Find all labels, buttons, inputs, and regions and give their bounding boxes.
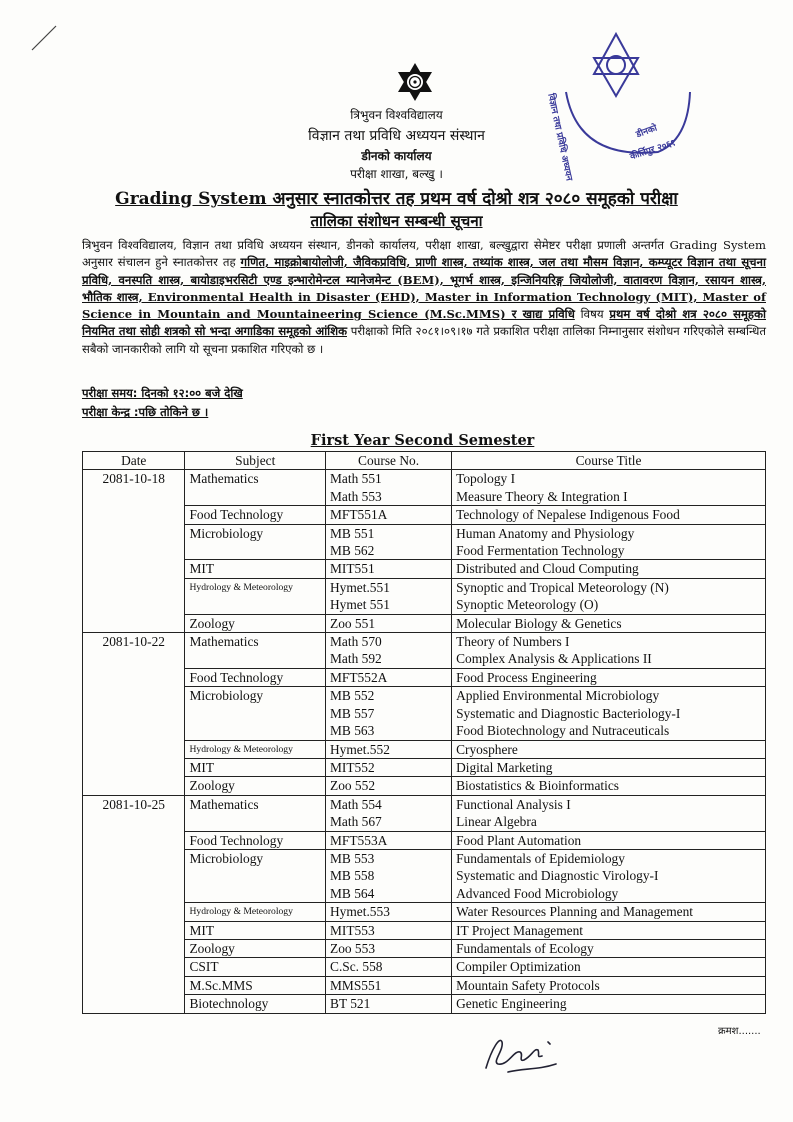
header-course-title: Course Title [452, 452, 766, 470]
table-row [83, 903, 766, 921]
course-no: MB 553 [330, 850, 375, 866]
course-title-cell [452, 470, 766, 506]
header-subject: Subject [185, 452, 326, 470]
course-no: MFT551A [330, 507, 388, 523]
course-no-cell [326, 633, 452, 669]
subject-name: Hydrology & Meteorology [185, 578, 326, 614]
course-no: MIT553 [330, 922, 375, 938]
subject-name: MIT [185, 758, 326, 776]
course-title: Compiler Optimization [456, 959, 581, 975]
office-name: डीनको कार्यालय [361, 149, 432, 163]
course-title-cell [452, 939, 766, 957]
course-no-cell [326, 976, 452, 994]
course-title: Fundamentals of Epidemiology [456, 850, 625, 866]
course-no: MIT552 [330, 759, 375, 775]
course-title: Genetic Engineering [456, 996, 567, 1012]
signature-icon [478, 1028, 568, 1076]
course-no-cell [326, 777, 452, 795]
course-title: Applied Environmental Microbiology [456, 688, 660, 704]
course-title: Theory of Numbers I [456, 634, 570, 650]
course-title: Food Biotechnology and Nutraceuticals [456, 723, 670, 739]
course-no-cell [326, 668, 452, 686]
subject-name: MIT [185, 560, 326, 578]
course-title-cell [452, 831, 766, 849]
subject-name: Microbiology [185, 524, 326, 560]
course-no-cell [326, 578, 452, 614]
table-row [83, 560, 766, 578]
stamp-text-3: कीर्तिपुर २०६१ [628, 138, 678, 163]
course-no-cell [326, 903, 452, 921]
course-no: Math 554 [330, 796, 382, 812]
course-title-cell [452, 740, 766, 758]
course-title: Human Anatomy and Physiology [456, 525, 635, 541]
course-title-cell [452, 687, 766, 740]
table-row [83, 831, 766, 849]
subject-name: Microbiology [185, 687, 326, 740]
subject-name: Mathematics [185, 470, 326, 506]
subject-name: Food Technology [185, 668, 326, 686]
exam-time: परीक्षा समय: दिनको १२:०० बजे देखि [82, 386, 243, 400]
course-no-cell [326, 470, 452, 506]
course-no: C.Sc. 558 [330, 959, 383, 975]
course-title: Food Fermentation Technology [456, 543, 625, 559]
course-no: MIT551 [330, 561, 375, 577]
course-no: MB 562 [330, 543, 375, 559]
subject-name: Zoology [185, 614, 326, 632]
course-no: MB 551 [330, 525, 375, 541]
course-no-cell [326, 795, 452, 831]
subject-name: M.Sc.MMS [185, 976, 326, 994]
subject-name: Biotechnology [185, 995, 326, 1013]
course-no-cell [326, 740, 452, 758]
course-title-cell [452, 578, 766, 614]
course-no: Zoo 552 [330, 778, 376, 794]
course-title-cell [452, 976, 766, 994]
course-no-cell [326, 560, 452, 578]
course-title: Linear Algebra [456, 814, 537, 830]
subject-name: Hydrology & Meteorology [185, 903, 326, 921]
course-title: Distributed and Cloud Computing [456, 561, 639, 577]
table-row [83, 524, 766, 560]
course-no-cell [326, 958, 452, 976]
body-subjects: गणित, माइक्रोबायोलोजी, जैविकप्रविधि, प्राणी शास्त्र, तथ्यांक शास्त्र, जल तथा मौसम विज्ञान, कम्प्यूटर विज्ञान तथा सूचना प्रविधि, वनस्पति शास्त्र, बायोडाइभरसिटी एण्ड इन्भारोमेन्टल म्यानेजमेन्ट (BEM), भूगर्भ शास्त्र, इन्जिनियरिङ्ग जियोलोजी, वातावरण विज्ञान, रसायन शास्त्र, भौतिक शास्त्र, Environmental Health in Disaster (EHD), Master in Information Technology (MIT), Master of Science in Mountain and Mountaineering Science (M.Sc.MMS) र खाद्य प्रविधि [82, 255, 766, 322]
course-title: Biostatistics & Bioinformatics [456, 778, 620, 794]
course-no-cell [326, 921, 452, 939]
table-title: First Year Second Semester [310, 432, 535, 449]
course-title-cell [452, 795, 766, 831]
exam-date: 2081-10-25 [83, 795, 185, 1013]
course-title-cell [452, 958, 766, 976]
course-no-cell [326, 939, 452, 957]
course-title: Fundamentals of Ecology [456, 940, 594, 956]
course-title-cell [452, 758, 766, 776]
course-no-cell [326, 687, 452, 740]
course-title: Water Resources Planning and Management [456, 904, 693, 920]
body-part-1: त्रिभुवन विश्वविद्यालय, विज्ञान तथा प्रविधि अध्ययन संस्थान, डीनको कार्यालय, परीक्षा शाखा, बल्खुद्वारा सेमेष्टर परीक्षा प्रणाली अन्तर्गत Grading System अनुसार संचालन हुने स्नातकोत्तर तह [82, 238, 766, 270]
course-no: Hymet 551 [330, 597, 390, 613]
institute-name: विज्ञान तथा प्रविधि अध्ययन संस्थान [308, 128, 485, 144]
course-title: Measure Theory & Integration I [456, 488, 628, 504]
course-title-cell [452, 995, 766, 1013]
course-no: MMS551 [330, 977, 382, 993]
table-row [83, 939, 766, 957]
course-no: BT 521 [330, 996, 371, 1012]
stamp-text-1: विज्ञान तथा प्रविधि अध्ययन [545, 92, 574, 182]
course-no: MFT553A [330, 832, 388, 848]
table-row [83, 921, 766, 939]
exam-center: परीक्षा केन्द्र :पछि तोकिने छ । [82, 405, 209, 419]
course-title: Advanced Food Microbiology [456, 885, 619, 901]
notice-subtitle: तालिका संशोधन सम्बन्धी सूचना [310, 212, 483, 230]
course-title: Systematic and Diagnostic Virology-I [456, 868, 659, 884]
university-emblem-icon [396, 62, 434, 102]
course-no: Hymet.552 [330, 741, 390, 757]
course-no: MB 558 [330, 868, 375, 884]
university-name: त्रिभुवन विश्वविद्यालय [350, 108, 443, 122]
course-title-cell [452, 633, 766, 669]
table-row [83, 740, 766, 758]
subject-name: Zoology [185, 777, 326, 795]
course-title: Mountain Safety Protocols [456, 977, 600, 993]
course-no-cell [326, 614, 452, 632]
course-title: Cryosphere [456, 741, 518, 757]
section-name: परीक्षा शाखा, बल्खु । [350, 167, 443, 181]
exam-date: 2081-10-18 [83, 470, 185, 633]
course-title: Systematic and Diagnostic Bacteriology-I [456, 705, 681, 721]
course-no: MB 563 [330, 723, 375, 739]
course-title: Synoptic and Tropical Meteorology (N) [456, 579, 669, 595]
course-no: MB 552 [330, 688, 375, 704]
course-title: Food Process Engineering [456, 669, 597, 685]
course-title-cell [452, 524, 766, 560]
course-no-cell [326, 831, 452, 849]
course-title-cell [452, 903, 766, 921]
exam-schedule-table [82, 451, 766, 1014]
continued-note: क्रमश....... [718, 1026, 761, 1037]
course-no: MB 564 [330, 885, 375, 901]
table-header-row [83, 452, 766, 470]
course-no: Math 567 [330, 814, 382, 830]
table-row [83, 470, 766, 506]
table-row [83, 758, 766, 776]
exam-date: 2081-10-22 [83, 633, 185, 796]
stamp-text-2: डीनको [635, 123, 659, 141]
course-no-cell [326, 506, 452, 524]
table-body [83, 470, 766, 1013]
course-no: Math 592 [330, 651, 382, 667]
course-no-cell [326, 995, 452, 1013]
subject-name: CSIT [185, 958, 326, 976]
subject-name: Mathematics [185, 795, 326, 831]
course-title-cell [452, 506, 766, 524]
course-no: MB 557 [330, 705, 375, 721]
course-title: Food Plant Automation [456, 832, 582, 848]
subject-name: Food Technology [185, 506, 326, 524]
table-row [83, 795, 766, 831]
subject-name: Microbiology [185, 849, 326, 902]
course-title: Digital Marketing [456, 759, 553, 775]
body-batch: प्रथम वर्ष दोश्रो शत्र २०८० समूहको नियमित तथा सोही शत्रको सो भन्दा अगाडिका समूहको आंशिक [82, 307, 766, 339]
body-part-3: परीक्षाको मिति २०८१।०९।१७ गते प्रकाशित परीक्षा तालिका निम्नानुसार संशोधन गरिएकोले सम्बन्धित सबैको जानकारीको लागि यो सूचना प्रकाशित गरिएको छ । [82, 324, 766, 356]
header-course-no: Course No. [326, 452, 452, 470]
subject-name: MIT [185, 921, 326, 939]
notice-title: Grading System अनुसार स्नातकोत्तर तह प्रथम वर्ष दोश्रो शत्र २०८० समूहको परीक्षा [115, 189, 678, 209]
course-title: Topology I [456, 471, 516, 487]
table-row [83, 578, 766, 614]
course-no: Hymet.551 [330, 579, 390, 595]
course-title: Functional Analysis I [456, 796, 571, 812]
table-row [83, 777, 766, 795]
course-title-cell [452, 668, 766, 686]
course-title: Technology of Nepalese Indigenous Food [456, 507, 680, 523]
course-title-cell [452, 777, 766, 795]
course-title: Synoptic Meteorology (O) [456, 597, 599, 613]
course-no: Math 570 [330, 634, 382, 650]
notice-body [82, 237, 766, 358]
subject-name: Zoology [185, 939, 326, 957]
course-no-cell [326, 524, 452, 560]
course-no: Zoo 551 [330, 615, 376, 631]
course-no: Math 551 [330, 471, 382, 487]
table-row [83, 958, 766, 976]
body-part-2: विषय [574, 307, 610, 322]
course-no: MFT552A [330, 669, 388, 685]
subject-name: Food Technology [185, 831, 326, 849]
table-row [83, 668, 766, 686]
course-title: Molecular Biology & Genetics [456, 615, 622, 631]
table-row [83, 849, 766, 902]
course-no-cell [326, 849, 452, 902]
course-title-cell [452, 614, 766, 632]
course-title-cell [452, 921, 766, 939]
table-row [83, 506, 766, 524]
table-row [83, 976, 766, 994]
table-row [83, 995, 766, 1013]
course-no-cell [326, 758, 452, 776]
course-no: Hymet.553 [330, 904, 390, 920]
header-date: Date [83, 452, 185, 470]
subject-name: Mathematics [185, 633, 326, 669]
course-title-cell [452, 849, 766, 902]
course-no: Zoo 553 [330, 940, 376, 956]
course-title-cell [452, 560, 766, 578]
course-title: Complex Analysis & Applications II [456, 651, 652, 667]
course-title: IT Project Management [456, 922, 584, 938]
subject-name: Hydrology & Meteorology [185, 740, 326, 758]
pen-stroke-mark [30, 22, 60, 52]
table-row [83, 614, 766, 632]
table-row [83, 687, 766, 740]
table-row [83, 633, 766, 669]
course-no: Math 553 [330, 488, 382, 504]
